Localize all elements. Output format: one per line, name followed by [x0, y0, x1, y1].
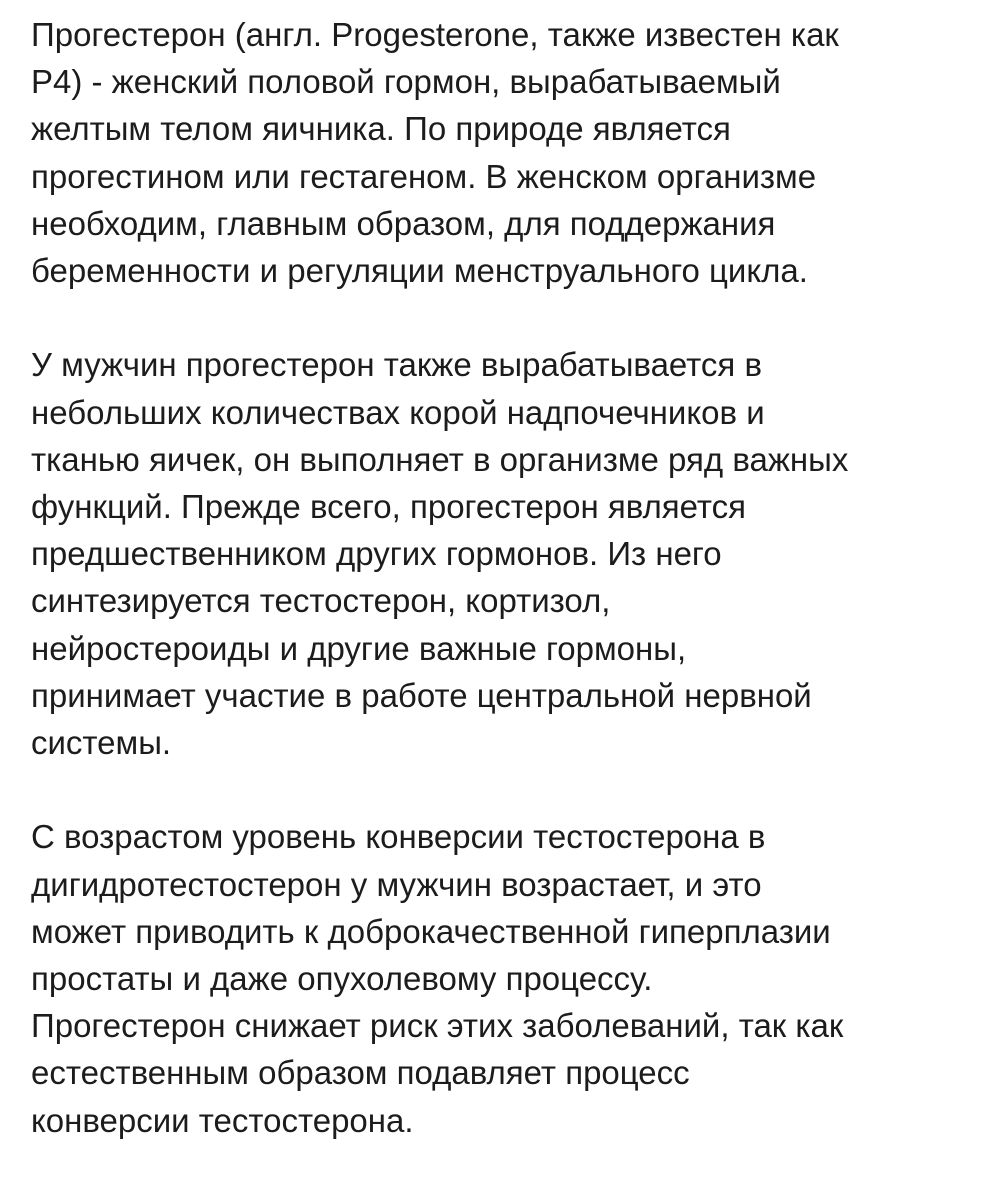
text-line: дигидротестостерон у мужчин возрастает, и это [31, 865, 762, 903]
text-line: тканью яичек, он выполняет в организме ряд важных [31, 440, 849, 478]
text-line: Прогестерон снижает риск этих заболеваний, так как [31, 1007, 844, 1045]
text-line: естественным образом подавляет процесс [31, 1054, 690, 1092]
article-text [31, 11, 971, 1144]
text-line: принимает участие в работе центральной нервной [31, 676, 812, 714]
text-line: нейростероиды и другие важные гормоны, [31, 629, 687, 667]
paragraph-spacer [31, 294, 971, 341]
paragraph-testosterone-conversion [31, 813, 971, 1143]
text-line: беременности и регуляции менструального цикла. [31, 252, 808, 290]
text-line: прогестином или гестагеном. В женском организме [31, 157, 817, 195]
text-line: конверсии тестостерона. [31, 1101, 414, 1139]
paragraph-progesterone-in-men [31, 341, 971, 766]
paragraph-progesterone-definition [31, 11, 971, 294]
text-line: необходим, главным образом, для поддержания [31, 204, 776, 242]
text-line: желтым телом яичника. По природе является [31, 110, 731, 148]
text-line: У мужчин прогестерон также вырабатывается в [31, 346, 762, 384]
text-line: простаты и даже опухолевому процессу. [31, 960, 653, 998]
text-line: Прогестерон (англ. Progesterone, также известен как [31, 16, 839, 53]
text-line: системы. [31, 724, 172, 762]
text-line: предшественником других гормонов. Из него [31, 535, 722, 573]
text-line: функций. Прежде всего, прогестерон является [31, 488, 747, 526]
text-line: С возрастом уровень конверсии тестостерона в [31, 818, 766, 856]
text-line: P4) - женский половой гормон, вырабатываемый [31, 63, 781, 101]
text-line: небольших количествах корой надпочечников и [31, 393, 765, 431]
text-line: синтезируется тестостерон, кортизол, [31, 582, 611, 620]
paragraph-spacer [31, 766, 971, 813]
text-line: может приводить к доброкачественной гиперплазии [31, 912, 831, 950]
